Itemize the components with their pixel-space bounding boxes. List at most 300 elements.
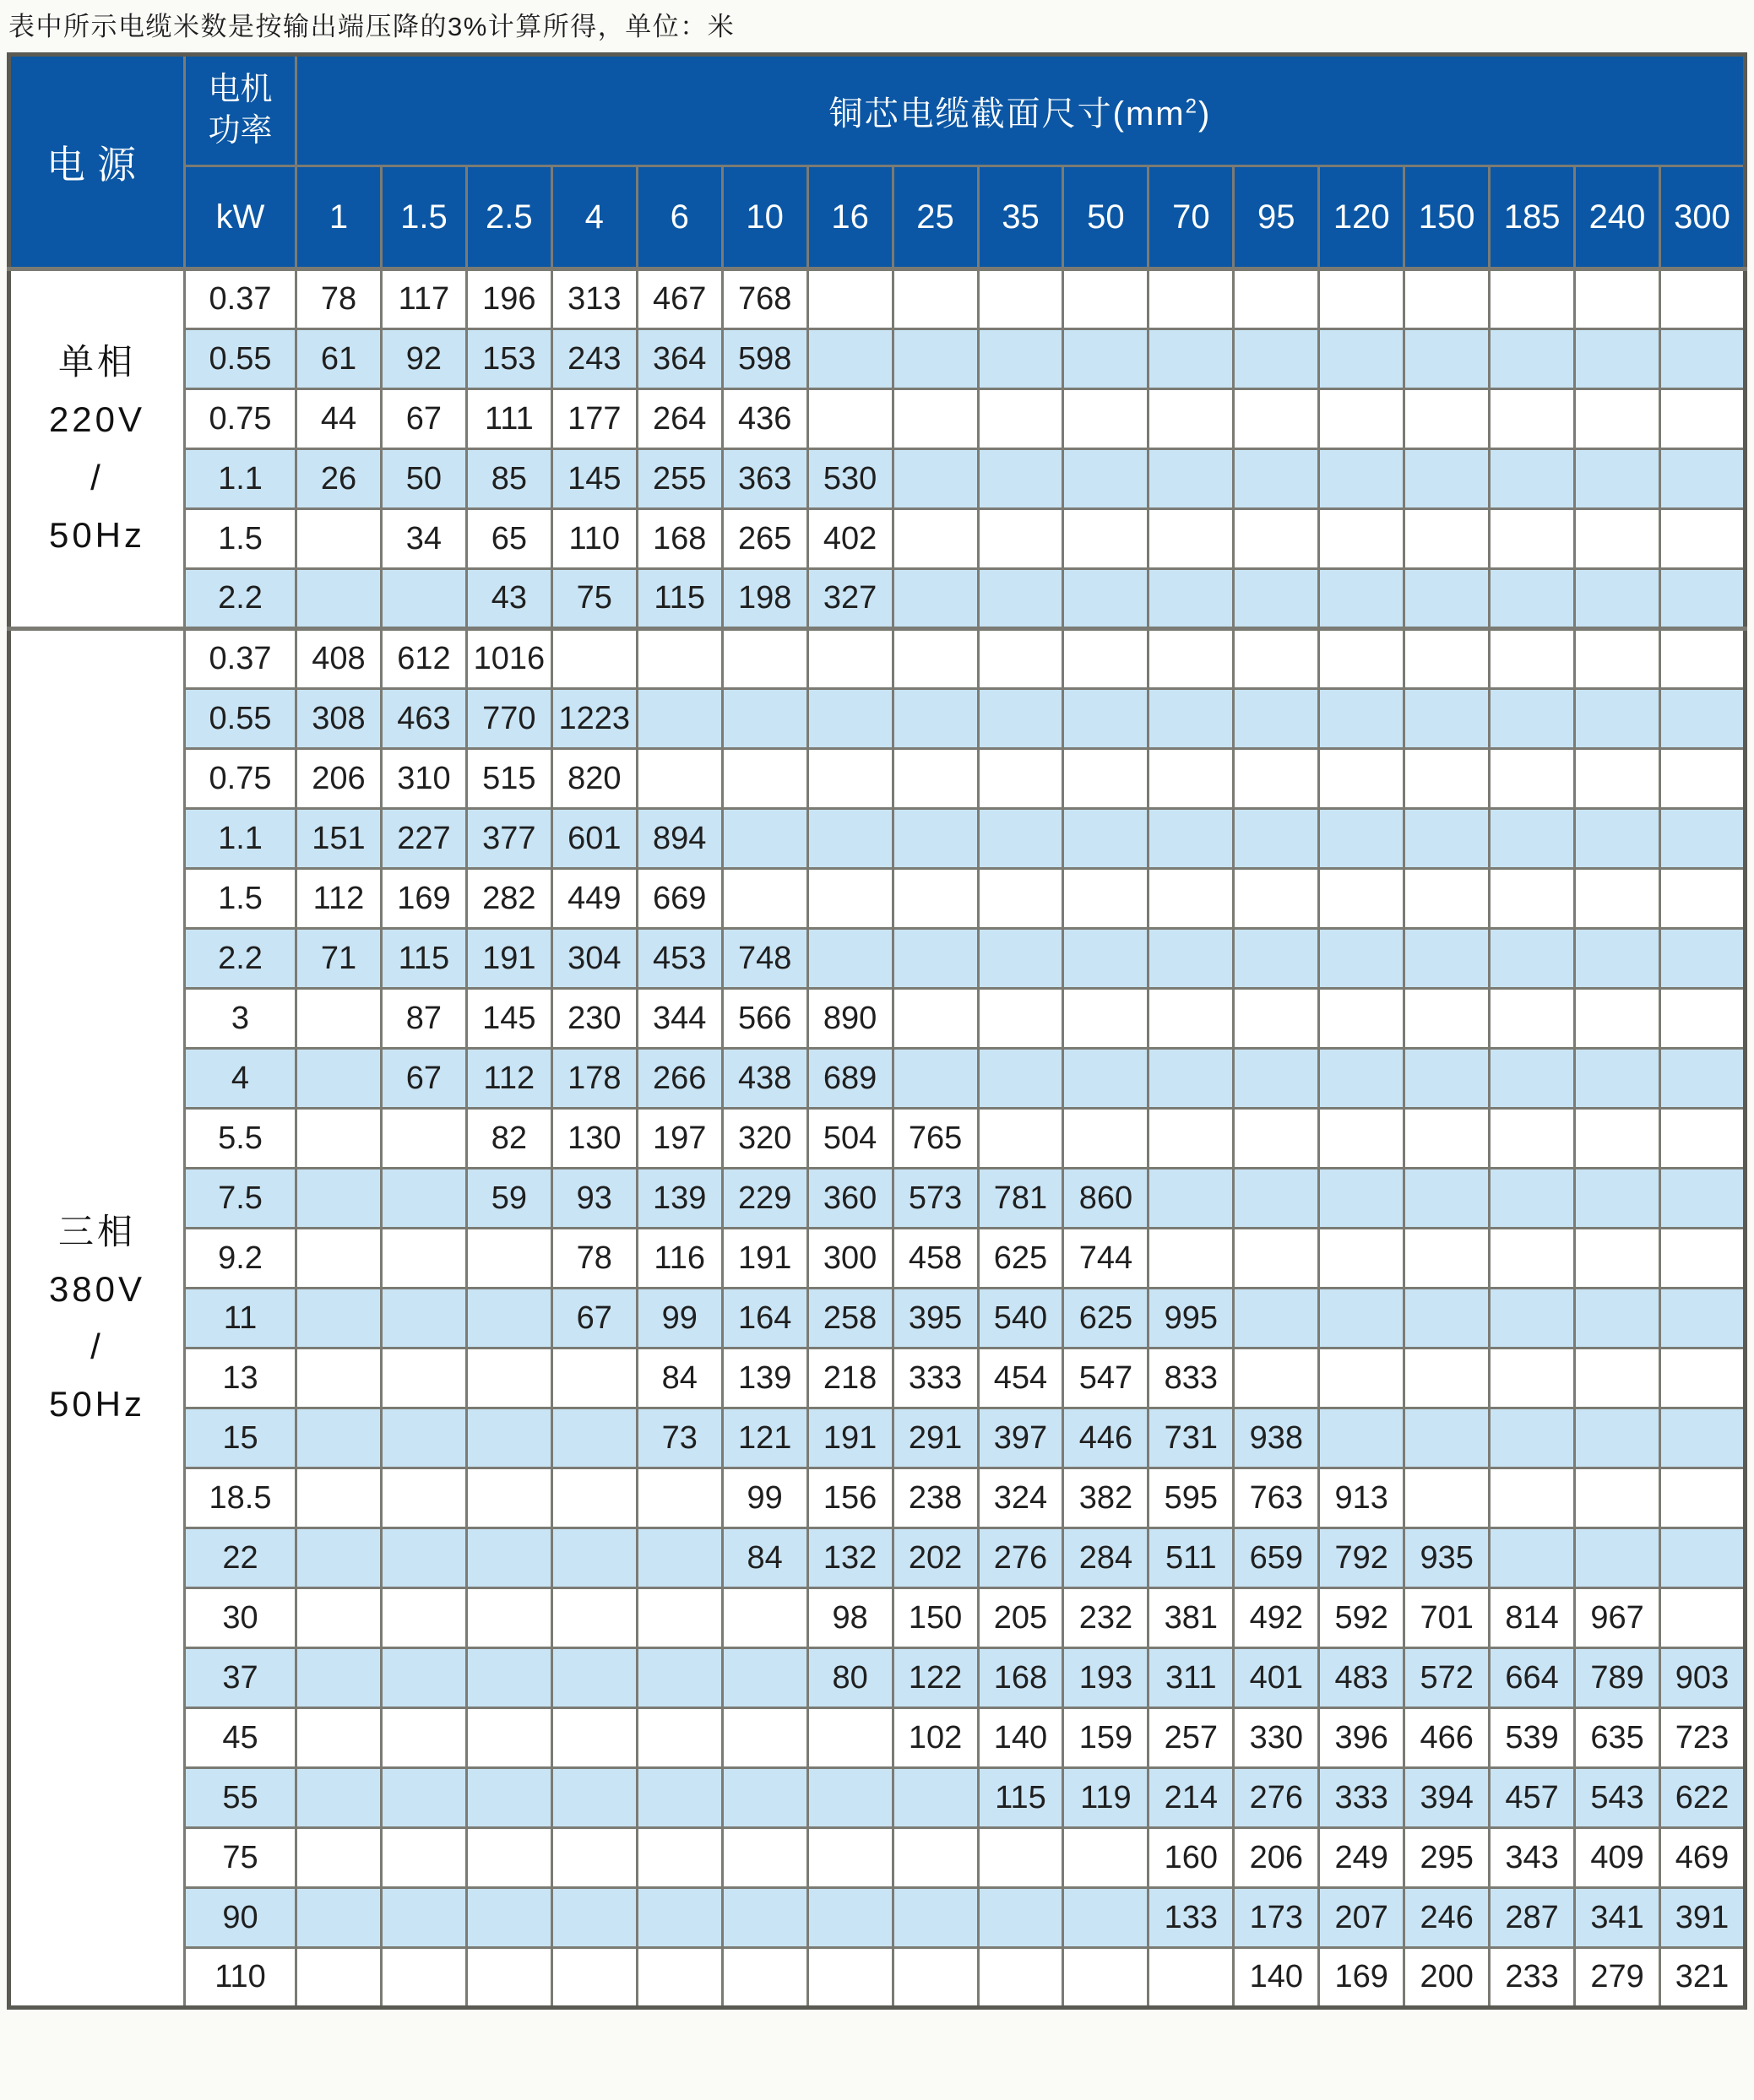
cable-length-cell xyxy=(1319,269,1404,329)
cable-length-cell: 511 xyxy=(1149,1528,1234,1588)
cable-length-cell xyxy=(1575,1348,1660,1408)
cable-length-cell xyxy=(722,1588,807,1648)
cable-length-cell: 935 xyxy=(1404,1528,1490,1588)
cable-length-cell xyxy=(1660,1588,1746,1648)
cable-length-cell xyxy=(1319,749,1404,809)
motor-power-value: 4 xyxy=(185,1049,296,1109)
cable-length-cell: 196 xyxy=(466,269,551,329)
cable-length-cell xyxy=(1319,1049,1404,1109)
cable-length-cell: 198 xyxy=(722,569,807,629)
cable-length-cell xyxy=(1234,389,1319,449)
cable-length-cell: 145 xyxy=(551,449,637,509)
cross-section-header: 4 xyxy=(551,166,637,269)
cable-length-cell xyxy=(296,1768,382,1828)
table-row xyxy=(9,1109,1746,1169)
cable-length-cell xyxy=(551,1528,637,1588)
cable-length-cell xyxy=(381,1768,466,1828)
cross-section-group-header xyxy=(296,55,1746,166)
cable-length-cell xyxy=(1575,989,1660,1049)
cable-length-cell: 65 xyxy=(466,509,551,569)
cable-length-cell xyxy=(1575,749,1660,809)
cable-length-cell xyxy=(1575,869,1660,929)
cable-length-cell xyxy=(978,1888,1063,1948)
cable-length-cell: 169 xyxy=(1319,1948,1404,2008)
cable-length-cell xyxy=(551,1468,637,1528)
cable-length-cell xyxy=(381,1289,466,1348)
cable-length-cell xyxy=(296,1528,382,1588)
cross-section-header: 35 xyxy=(978,166,1063,269)
cable-length-cell xyxy=(1660,509,1746,569)
cable-length-cell: 833 xyxy=(1149,1348,1234,1408)
motor-power-value: 0.75 xyxy=(185,389,296,449)
cable-length-cell xyxy=(1404,1408,1490,1468)
cable-length-cell: 257 xyxy=(1149,1708,1234,1768)
cable-length-cell xyxy=(1319,689,1404,749)
cable-length-cell: 197 xyxy=(637,1109,722,1169)
cable-length-cell: 67 xyxy=(381,1049,466,1109)
cable-length-cell: 770 xyxy=(466,689,551,749)
cable-length-cell: 595 xyxy=(1149,1468,1234,1528)
motor-power-value: 15 xyxy=(185,1408,296,1468)
cable-length-cell xyxy=(1575,1109,1660,1169)
motor-power-value: 0.55 xyxy=(185,329,296,389)
cable-length-cell xyxy=(1575,1468,1660,1528)
cable-length-cell: 61 xyxy=(296,329,382,389)
power-source-label-line: 220V xyxy=(48,399,146,440)
cable-length-cell xyxy=(1490,809,1575,869)
cable-length-cell xyxy=(978,1828,1063,1888)
cable-length-cell xyxy=(893,509,978,569)
cable-length-cell: 377 xyxy=(466,809,551,869)
cable-length-cell: 130 xyxy=(551,1109,637,1169)
cable-length-cell xyxy=(1149,1109,1234,1169)
power-source-label-line: 三相 xyxy=(57,1211,136,1251)
cable-length-cell xyxy=(807,1768,893,1828)
cable-length-cell: 139 xyxy=(722,1348,807,1408)
cable-length-cell xyxy=(466,1528,551,1588)
cable-length-cell xyxy=(893,569,978,629)
cable-length-cell xyxy=(1490,389,1575,449)
cable-length-cell: 258 xyxy=(807,1289,893,1348)
cable-length-cell xyxy=(1319,389,1404,449)
cable-length-cell xyxy=(296,1169,382,1229)
cable-length-cell xyxy=(296,1289,382,1348)
cable-length-cell: 43 xyxy=(466,569,551,629)
cable-length-cell: 333 xyxy=(1319,1768,1404,1828)
cable-length-cell xyxy=(1404,569,1490,629)
cross-section-header: 300 xyxy=(1660,166,1746,269)
cable-length-cell: 308 xyxy=(296,689,382,749)
cable-length-cell xyxy=(1319,1348,1404,1408)
cross-section-group-header-close: ) xyxy=(1198,95,1212,133)
cable-length-cell: 547 xyxy=(1063,1348,1149,1408)
cable-length-cell xyxy=(1575,689,1660,749)
cable-length-cell xyxy=(807,629,893,689)
cable-length-cell xyxy=(1149,629,1234,689)
cable-length-cell: 311 xyxy=(1149,1648,1234,1708)
cable-length-cell xyxy=(1575,509,1660,569)
cable-length-cell xyxy=(466,1768,551,1828)
cable-length-cell: 449 xyxy=(551,869,637,929)
cable-length-cell xyxy=(1490,989,1575,1049)
cable-length-cell: 543 xyxy=(1575,1768,1660,1828)
cable-length-cell xyxy=(1660,1169,1746,1229)
cable-length-cell xyxy=(1660,1109,1746,1169)
cable-length-cell xyxy=(637,1648,722,1708)
cable-length-cell xyxy=(722,869,807,929)
cable-length-cell xyxy=(1490,1169,1575,1229)
table-row xyxy=(9,1888,1746,1948)
cable-length-cell xyxy=(637,1588,722,1648)
cable-length-cell: 938 xyxy=(1234,1408,1319,1468)
cable-length-cell xyxy=(296,1468,382,1528)
cable-length-cell xyxy=(1234,1169,1319,1229)
cable-length-cell: 75 xyxy=(551,569,637,629)
cable-length-cell xyxy=(1575,1289,1660,1348)
motor-power-value: 75 xyxy=(185,1828,296,1888)
cable-length-cell xyxy=(1234,269,1319,329)
cable-length-cell xyxy=(551,1648,637,1708)
cable-length-cell xyxy=(551,1948,637,2008)
cable-length-cell xyxy=(807,1828,893,1888)
cable-length-cell: 207 xyxy=(1319,1888,1404,1948)
cable-length-cell xyxy=(1660,749,1746,809)
cable-length-cell xyxy=(893,389,978,449)
cable-length-cell xyxy=(381,1948,466,2008)
cable-length-cell: 233 xyxy=(1490,1948,1575,2008)
cross-section-header: 16 xyxy=(807,166,893,269)
cable-length-cell: 112 xyxy=(296,869,382,929)
table-row xyxy=(9,1648,1746,1708)
cable-length-cell: 169 xyxy=(381,869,466,929)
cable-length-cell xyxy=(1319,1169,1404,1229)
cable-length-cell: 438 xyxy=(722,1049,807,1109)
motor-power-value: 18.5 xyxy=(185,1468,296,1528)
cable-length-cell xyxy=(1149,449,1234,509)
cable-length-cell xyxy=(1575,629,1660,689)
power-source-label-line: 50Hz xyxy=(48,514,146,555)
cable-length-cell xyxy=(381,1348,466,1408)
cable-length-cell xyxy=(1490,629,1575,689)
cable-length-cell xyxy=(551,1768,637,1828)
cable-length-cell: 227 xyxy=(381,809,466,869)
cable-length-cell: 701 xyxy=(1404,1588,1490,1648)
cable-length-cell: 635 xyxy=(1575,1708,1660,1768)
cable-length-cell xyxy=(978,1049,1063,1109)
cable-length-cell xyxy=(296,1348,382,1408)
cable-length-cell xyxy=(722,749,807,809)
cable-length-cell xyxy=(1490,1289,1575,1348)
cable-length-cell: 249 xyxy=(1319,1828,1404,1888)
cable-length-cell xyxy=(381,1648,466,1708)
cable-length-cell xyxy=(1404,1289,1490,1348)
cable-length-cell xyxy=(1319,449,1404,509)
cable-length-cell: 59 xyxy=(466,1169,551,1229)
cable-length-cell: 625 xyxy=(1063,1289,1149,1348)
cable-length-cell: 243 xyxy=(551,329,637,389)
cable-length-cell: 397 xyxy=(978,1408,1063,1468)
table-row xyxy=(9,449,1746,509)
cable-length-cell xyxy=(1404,1049,1490,1109)
cable-length-cell xyxy=(1490,1229,1575,1289)
cable-length-cell xyxy=(1319,569,1404,629)
cable-length-cell: 218 xyxy=(807,1348,893,1408)
table-row xyxy=(9,269,1746,329)
cable-length-cell xyxy=(807,329,893,389)
cable-length-cell: 160 xyxy=(1149,1828,1234,1888)
cable-length-cell: 191 xyxy=(807,1408,893,1468)
cable-length-cell: 111 xyxy=(466,389,551,449)
cable-length-cell xyxy=(1490,449,1575,509)
table-row xyxy=(9,1588,1746,1648)
cable-length-cell: 92 xyxy=(381,329,466,389)
cable-length-cell xyxy=(637,1528,722,1588)
cable-length-cell xyxy=(1234,1348,1319,1408)
cable-length-cell xyxy=(637,629,722,689)
cable-length-cell xyxy=(893,809,978,869)
cable-length-cell xyxy=(1234,1109,1319,1169)
cable-length-cell xyxy=(1404,449,1490,509)
cable-length-cell xyxy=(296,1049,382,1109)
cable-length-cell: 110 xyxy=(551,509,637,569)
cable-length-cell xyxy=(1490,869,1575,929)
cable-length-cell xyxy=(1234,1289,1319,1348)
cable-length-cell xyxy=(551,629,637,689)
cable-length-cell: 287 xyxy=(1490,1888,1575,1948)
cable-length-cell xyxy=(466,1408,551,1468)
cable-length-cell xyxy=(1404,269,1490,329)
cable-length-cell: 394 xyxy=(1404,1768,1490,1828)
cable-length-cell xyxy=(637,1888,722,1948)
cable-length-cell xyxy=(1660,269,1746,329)
table-row xyxy=(9,1348,1746,1408)
cable-length-cell: 890 xyxy=(807,989,893,1049)
cable-length-cell xyxy=(296,1828,382,1888)
cable-length-cell xyxy=(1490,509,1575,569)
header-row-units xyxy=(9,166,1746,269)
cable-length-cell xyxy=(807,929,893,989)
cable-length-cell xyxy=(1149,389,1234,449)
cable-length-cell: 122 xyxy=(893,1648,978,1708)
cable-length-cell xyxy=(466,1828,551,1888)
page-title: 表中所示电缆米数是按输出端压降的3%计算所得，单位：米 xyxy=(8,12,736,41)
cross-section-header: 70 xyxy=(1149,166,1234,269)
motor-power-value: 1.5 xyxy=(185,509,296,569)
cable-length-cell xyxy=(381,1708,466,1768)
cable-length-cell: 458 xyxy=(893,1229,978,1289)
cable-length-cell xyxy=(1490,1468,1575,1528)
cable-length-cell: 453 xyxy=(637,929,722,989)
cable-length-cell: 177 xyxy=(551,389,637,449)
cable-length-cell xyxy=(1575,449,1660,509)
cable-length-cell: 333 xyxy=(893,1348,978,1408)
motor-power-value: 13 xyxy=(185,1348,296,1408)
cable-length-cell xyxy=(1575,269,1660,329)
cable-length-cell: 466 xyxy=(1404,1708,1490,1768)
cable-length-cell: 99 xyxy=(722,1468,807,1528)
cable-length-cell xyxy=(1234,809,1319,869)
cable-length-cell: 140 xyxy=(978,1708,1063,1768)
cable-length-cell xyxy=(1063,869,1149,929)
cable-length-cell: 214 xyxy=(1149,1768,1234,1828)
cable-length-cell xyxy=(1149,1169,1234,1229)
cable-length-cell xyxy=(978,749,1063,809)
cable-length-cell xyxy=(1660,1408,1746,1468)
cable-length-cell xyxy=(978,329,1063,389)
cable-length-cell xyxy=(1660,1229,1746,1289)
cable-length-cell: 168 xyxy=(978,1648,1063,1708)
cable-length-cell xyxy=(1490,1408,1575,1468)
cable-length-cell xyxy=(1063,1888,1149,1948)
cable-length-cell xyxy=(1234,629,1319,689)
motor-power-value: 22 xyxy=(185,1528,296,1588)
cable-length-cell xyxy=(296,1888,382,1948)
cable-length-cell: 133 xyxy=(1149,1888,1234,1948)
cable-length-cell: 156 xyxy=(807,1468,893,1528)
table-row xyxy=(9,1229,1746,1289)
cable-length-cell xyxy=(381,1109,466,1169)
power-source-label xyxy=(9,269,185,629)
table-row xyxy=(9,1169,1746,1229)
cable-length-cell xyxy=(978,569,1063,629)
cable-length-cell xyxy=(1490,749,1575,809)
cable-length-cell: 151 xyxy=(296,809,382,869)
cable-length-cell xyxy=(1319,509,1404,569)
cable-length-cell xyxy=(1575,1408,1660,1468)
table-row xyxy=(9,1408,1746,1468)
motor-power-value: 45 xyxy=(185,1708,296,1768)
cable-length-cell xyxy=(1063,629,1149,689)
cable-length-cell: 402 xyxy=(807,509,893,569)
cable-length-cell: 391 xyxy=(1660,1888,1746,1948)
cable-length-cell: 995 xyxy=(1149,1289,1234,1348)
cable-length-cell: 93 xyxy=(551,1169,637,1229)
cable-length-cell: 408 xyxy=(296,629,382,689)
cable-length-cell xyxy=(893,929,978,989)
table-row xyxy=(9,1768,1746,1828)
cable-length-cell xyxy=(637,689,722,749)
cable-length-cell xyxy=(1234,1049,1319,1109)
cable-length-cell xyxy=(1404,809,1490,869)
cable-length-cell xyxy=(1660,329,1746,389)
cable-length-cell xyxy=(637,1708,722,1768)
cable-length-cell xyxy=(296,569,382,629)
cable-length-cell: 343 xyxy=(1490,1828,1575,1888)
cable-length-cell: 284 xyxy=(1063,1528,1149,1588)
cable-length-cell xyxy=(466,1468,551,1528)
cable-length-cell xyxy=(1490,689,1575,749)
cable-length-cell xyxy=(466,1708,551,1768)
cable-length-cell: 436 xyxy=(722,389,807,449)
cable-length-cell: 99 xyxy=(637,1289,722,1348)
cable-length-cell: 140 xyxy=(1234,1948,1319,2008)
cross-section-header: 10 xyxy=(722,166,807,269)
cable-length-cell xyxy=(1319,929,1404,989)
cable-length-cell xyxy=(978,449,1063,509)
cable-length-cell xyxy=(807,269,893,329)
cable-length-cell xyxy=(381,1169,466,1229)
cable-length-cell: 193 xyxy=(1063,1648,1149,1708)
table-row xyxy=(9,809,1746,869)
cable-length-cell xyxy=(807,1888,893,1948)
cable-length-cell xyxy=(466,1229,551,1289)
cable-length-cell: 330 xyxy=(1234,1708,1319,1768)
cable-length-cell xyxy=(978,629,1063,689)
cable-length-cell: 238 xyxy=(893,1468,978,1528)
cable-length-cell xyxy=(296,1408,382,1468)
cable-length-cell xyxy=(551,1588,637,1648)
cable-length-cell: 860 xyxy=(1063,1169,1149,1229)
table-row xyxy=(9,509,1746,569)
cable-length-cell xyxy=(1234,689,1319,749)
cable-length-cell: 139 xyxy=(637,1169,722,1229)
cable-length-cell xyxy=(1404,1229,1490,1289)
cable-length-cell: 625 xyxy=(978,1229,1063,1289)
cable-length-cell xyxy=(978,809,1063,869)
cable-length-cell xyxy=(1063,689,1149,749)
cable-length-cell: 150 xyxy=(893,1588,978,1648)
cable-length-cell: 483 xyxy=(1319,1648,1404,1708)
cable-length-cell xyxy=(466,1648,551,1708)
cable-length-cell: 87 xyxy=(381,989,466,1049)
cable-length-cell: 967 xyxy=(1575,1588,1660,1648)
cable-length-cell xyxy=(1319,329,1404,389)
cable-length-cell xyxy=(1660,689,1746,749)
cable-length-cell xyxy=(1404,689,1490,749)
cable-length-cell xyxy=(978,269,1063,329)
table-row xyxy=(9,749,1746,809)
cable-length-cell: 792 xyxy=(1319,1528,1404,1588)
cable-length-cell xyxy=(1149,749,1234,809)
cable-length-cell: 894 xyxy=(637,809,722,869)
cable-length-cell xyxy=(1575,809,1660,869)
table-row xyxy=(9,1948,1746,2008)
cable-length-cell xyxy=(296,1109,382,1169)
cross-section-header: 1 xyxy=(296,166,382,269)
cable-length-cell: 540 xyxy=(978,1289,1063,1348)
cable-length-cell xyxy=(807,689,893,749)
cross-section-header: 185 xyxy=(1490,166,1575,269)
cable-length-cell xyxy=(1660,869,1746,929)
cable-length-cell: 291 xyxy=(893,1408,978,1468)
motor-power-value: 2.2 xyxy=(185,569,296,629)
cable-length-cell xyxy=(978,1109,1063,1169)
cable-length-cell: 232 xyxy=(1063,1588,1149,1648)
cable-length-cell xyxy=(1063,569,1149,629)
cable-length-cell: 360 xyxy=(807,1169,893,1229)
cable-length-cell xyxy=(1404,1348,1490,1408)
cable-length-cell xyxy=(296,1588,382,1648)
cable-length-cell xyxy=(551,1408,637,1468)
cable-length-cell xyxy=(807,389,893,449)
cable-length-cell: 266 xyxy=(637,1049,722,1109)
cable-length-cell xyxy=(1063,1109,1149,1169)
cable-length-cell: 446 xyxy=(1063,1408,1149,1468)
cable-length-cell xyxy=(1149,809,1234,869)
cable-length-cell xyxy=(381,1588,466,1648)
cable-length-cell xyxy=(1490,1109,1575,1169)
cable-length-cell: 265 xyxy=(722,509,807,569)
cable-length-cell: 669 xyxy=(637,869,722,929)
cable-length-cell xyxy=(1063,1948,1149,2008)
cable-length-cell: 382 xyxy=(1063,1468,1149,1528)
cable-length-cell xyxy=(1063,269,1149,329)
cable-length-cell xyxy=(722,809,807,869)
cable-length-cell xyxy=(551,1348,637,1408)
cable-length-cell: 903 xyxy=(1660,1648,1746,1708)
cable-length-cell: 145 xyxy=(466,989,551,1049)
cable-length-cell: 34 xyxy=(381,509,466,569)
